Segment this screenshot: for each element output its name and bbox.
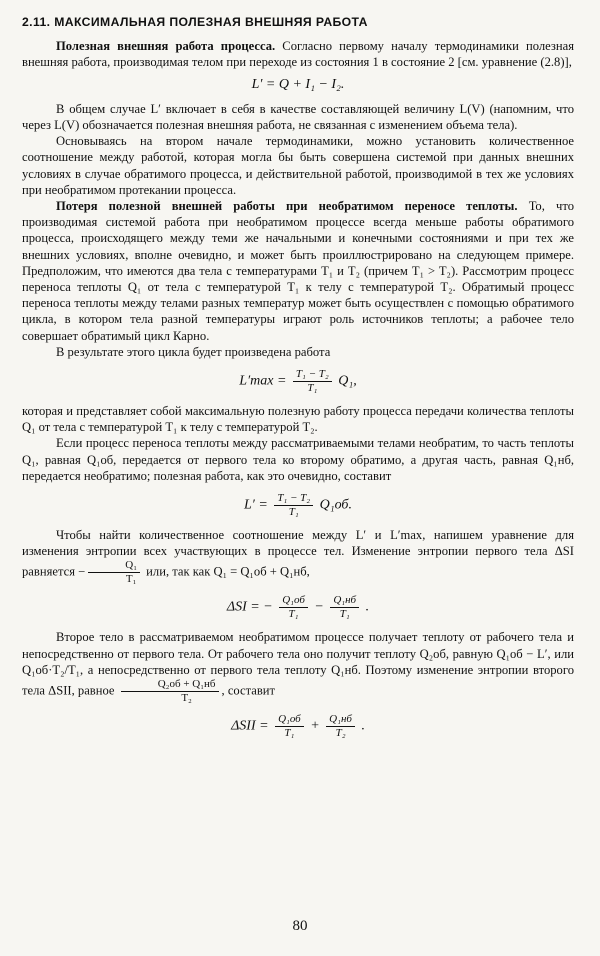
fraction-numerator: T₁ − T₂ <box>293 368 332 382</box>
equation-rhs: Q₁об. <box>319 497 352 513</box>
fraction-denominator: T₁ <box>125 573 137 586</box>
page-content <box>22 14 574 748</box>
page-number: 80 <box>292 918 308 934</box>
equation-rhs: Q₁, <box>338 373 357 389</box>
equation-fraction <box>275 713 304 740</box>
paragraph-lead: Полезная внешняя работа процесса. <box>56 39 276 54</box>
equation-lhs: L′ = <box>244 497 268 513</box>
fraction-numerator: T₁ − T₂ <box>274 492 313 506</box>
equation-fraction <box>274 492 313 519</box>
paragraph-text: Второе тело в рассматриваемом необратимом процессе получает теплоту от рабочего тела и непосредственно от первого тела. От рабочего тела оно получит теплоту Q₂об, равную Q₁об − L′, или Q₁об·T₂/T₁, а непосредственно от первого тела теплоту Q₁нб. Поэтому изменение энтропии второго тела ΔSII, равное <box>22 630 574 698</box>
paragraph-cycle-result: В результате этого цикла будет произведена работа <box>56 344 331 359</box>
equation-max-work <box>22 368 574 395</box>
equation-lhs: L′max = <box>239 373 287 389</box>
paragraph-text: , составит <box>221 683 276 698</box>
equation-end: . <box>361 718 365 734</box>
equation-entropy-first <box>22 594 574 621</box>
inline-fraction <box>121 678 219 705</box>
paragraph-max-work-meaning: которая и представляет собой максимальную полезную работу процесса передачи количества теплоты Q₁ от тела с температурой T₁ к телу с температурой T₂. <box>22 404 574 435</box>
equation-lhs: ΔSI = − <box>226 600 273 616</box>
equation-useful-work: L′ = Q + I₁ − I₂. <box>251 76 345 92</box>
fraction-numerator: Q₂об + Q₁нб <box>121 678 219 692</box>
equation-lhs: ΔSII = <box>231 718 269 734</box>
paragraph-text: Чтобы найти количественное соотношение между L′ и L′max, напишем уравнение для изменения энтропии всех участвующих в процессе тел. Изменение энтропии первого тела ΔSI равняется − <box>22 528 574 579</box>
paragraph-text: Согласно первому началу термодинамики полезная внешняя работа, производимая телом при переходе из состояния 1 в состояние 2 [см. уравнение (2.8)], <box>22 39 575 70</box>
fraction-numerator: Q₁об <box>275 713 304 727</box>
paragraph-lead: Потеря полезной внешней работы при необратимом переносе теплоты. <box>56 199 518 214</box>
paragraph-useful-work <box>22 38 574 70</box>
fraction-numerator: Q₁об <box>279 594 308 608</box>
equation-fraction <box>293 368 332 395</box>
fraction-denominator: T₁ <box>288 506 299 519</box>
fraction-numerator: Q₁нб <box>326 713 355 727</box>
fraction-numerator: Q₁нб <box>330 594 359 608</box>
paragraph-general-case: В общем случае L′ включает в себя в качестве составляющей величину L(V) (напомним, что через L(V) обозначается полезная внешняя работа, не связанная с изменением объема тела). <box>22 101 574 133</box>
fraction-denominator: T₂ <box>181 692 192 705</box>
paragraph-entropy-second <box>22 629 574 705</box>
fraction-denominator: T₁ <box>284 727 295 740</box>
equation-operator: − <box>314 600 324 616</box>
equation-entropy-second <box>22 713 574 740</box>
paragraph-work-loss <box>22 198 574 344</box>
section-heading: 2.11. МАКСИМАЛЬНАЯ ПОЛЕЗНАЯ ВНЕШНЯЯ РАБОТА <box>22 15 368 29</box>
equation-fraction <box>330 594 359 621</box>
fraction-denominator: T₁ <box>307 382 318 395</box>
equation-operator: + <box>310 718 320 734</box>
equation-actual-work <box>22 492 574 519</box>
paragraph-irreversible: Если процесс переноса теплоты между рассматриваемыми телами необратим, то часть теплоты Q₁, равная Q₁об, передается от первого тела ко второму обратимо, а другая часть, равная Q₁нб, передается необратимо; полезная работа, как это очевидно, составит <box>22 436 574 483</box>
inline-fraction <box>88 559 140 586</box>
fraction-numerator: Q₁ <box>88 559 140 573</box>
paragraph-text: То, что производимая системой работа при необратимом процессе всегда меньше работы обратимого процесса, происходящего между теми же начальными и конечными состояниями и при тех же внешних условиях, вполне очевидно, и может быть проиллюстрировано на следующем примере. Предположим, что имеются два тела с температурами T₁ и T₂ (причем T₁ > T₂). Рассмотрим процесс переноса теплоты Q₁ от тела с температурой T₁ к телу с температурой T₂. Обратимый процесс переноса теплоты между телами разных температур может быть осуществлен с помощью обратимого цикла, в котором тела разной температуры играют роль источников теплоты; а рабочее тело совершает обратимый цикл Карно. <box>22 199 574 343</box>
fraction-denominator: T₁ <box>339 608 350 621</box>
paragraph-second-law: Основываясь на втором начале термодинамики, можно установить количественное соотношение между работой, которая могла бы быть совершена системой при данных внешних условиях в случае обратимого процесса, и действительной работой, производимой в тех же условиях при необратимом протекании процесса. <box>22 134 574 197</box>
paragraph-text: или, так как Q₁ = Q₁об + Q₁нб, <box>143 564 310 579</box>
fraction-denominator: T₂ <box>335 727 346 740</box>
equation-fraction <box>279 594 308 621</box>
paragraph-entropy-first <box>22 527 574 586</box>
equation-fraction <box>326 713 355 740</box>
equation-end: . <box>365 600 370 616</box>
fraction-denominator: T₁ <box>288 608 299 621</box>
